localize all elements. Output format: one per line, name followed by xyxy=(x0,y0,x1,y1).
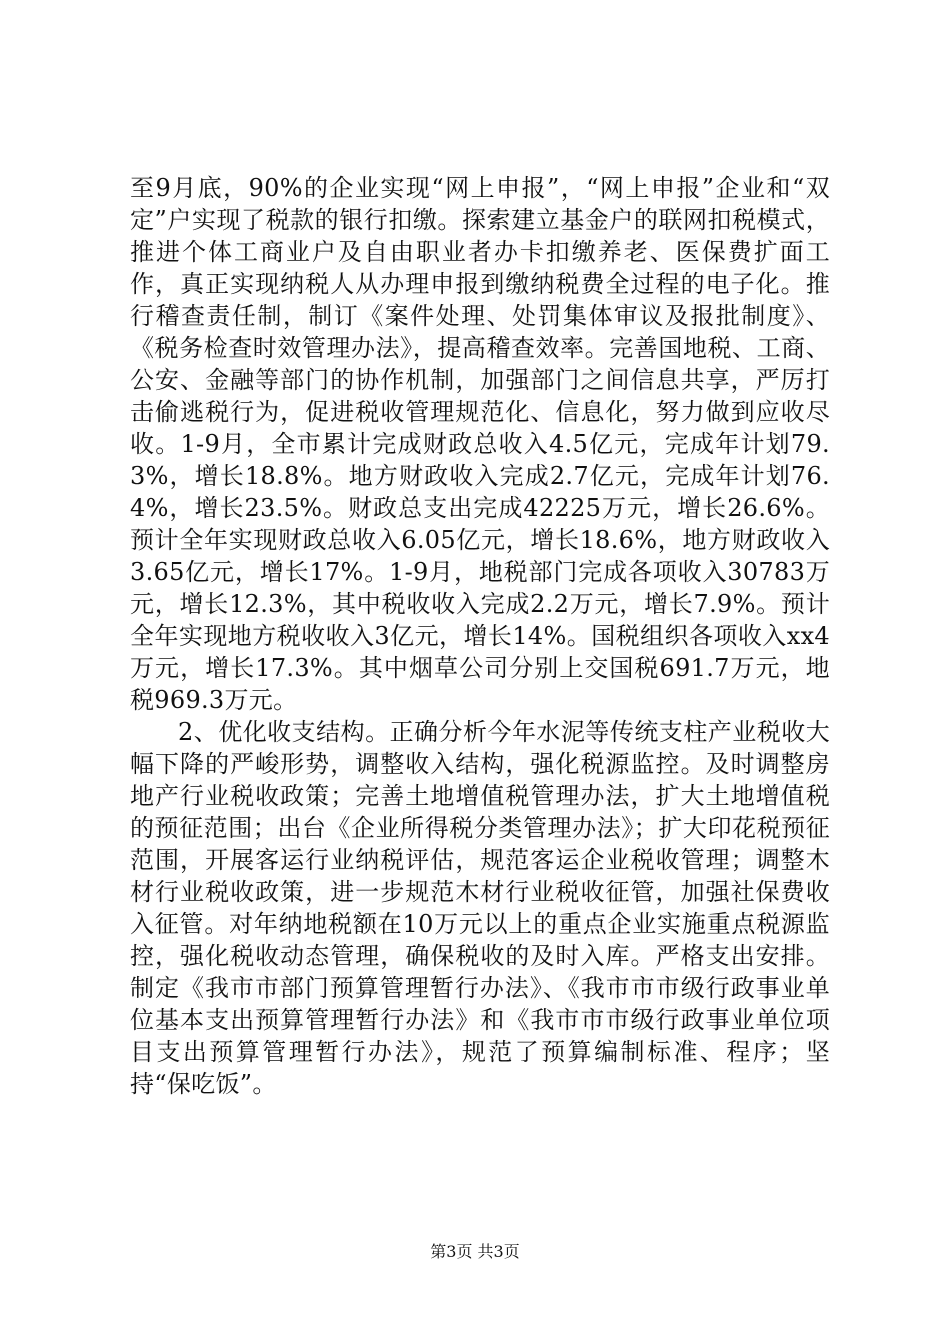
page-footer xyxy=(0,1242,950,1262)
document-body xyxy=(130,172,830,1100)
paragraph-2: 2、优化收支结构。正确分析今年水泥等传统支柱产业税收大幅下降的严峻形势，调整收入结构，强化税源监控。及时调整房地产行业税收政策；完善土地增值税管理办法，扩大土地增值税的预征范围；出台《企业所得税分类管理办法》；扩大印花税预征范围，开展客运行业纳税评估，规范客运企业税收管理；调整木材行业税收政策，进一步规范木材行业税收征管，加强社保费收入征管。对年纳地税额在10万元以上的重点企业实施重点税源监控，强化税收动态管理，确保税收的及时入库。严格支出安排。制定《我市市部门预算管理暂行办法》、《我市市市级行政事业单位基本支出预算管理暂行办法》和《我市市市级行政事业单位项目支出预算管理暂行办法》，规范了预算编制标准、程序；坚持“保吃饭”。 xyxy=(130,718,830,1098)
paragraph-1: 至9月底，90%的企业实现“网上申报”，“网上申报”企业和“双定”户实现了税款的银行扣缴。探索建立基金户的联网扣税模式，推进个体工商业户及自由职业者办卡扣缴养老、医保费扩面工作，真正实现纳税人从办理申报到缴纳税费全过程的电子化。推行稽查责任制，制订《案件处理、处罚集体审议及报批制度》、《税务检查时效管理办法》，提高稽查效率。完善国地税、工商、公安、金融等部门的协作机制，加强部门之间信息共享，严厉打击偷逃税行为，促进税收管理规范化、信息化，努力做到应收尽收。1-9月，全市累计完成财政总收入4.5亿元，完成年计划79.3%，增长18.8%。地方财政收入完成2.7亿元，完成年计划76.4%，增长23.5%。财政总支出完成42225万元，增长26.6%。预计全年实现财政总收入6.05亿元，增长18.6%，地方财政收入3.65亿元，增长17%。1-9月，地税部门完成各项收入30783万元，增长12.3%，其中税收收入完成2.2万元，增长7.9%。预计全年实现地方税收收入3亿元，增长14%。国税组织各项收入xx4万元，增长17.3%。其中烟草公司分别上交国税691.7万元，地税969.3万元。 xyxy=(130,174,830,714)
page-number: 第3页 共3页 xyxy=(430,1242,520,1261)
